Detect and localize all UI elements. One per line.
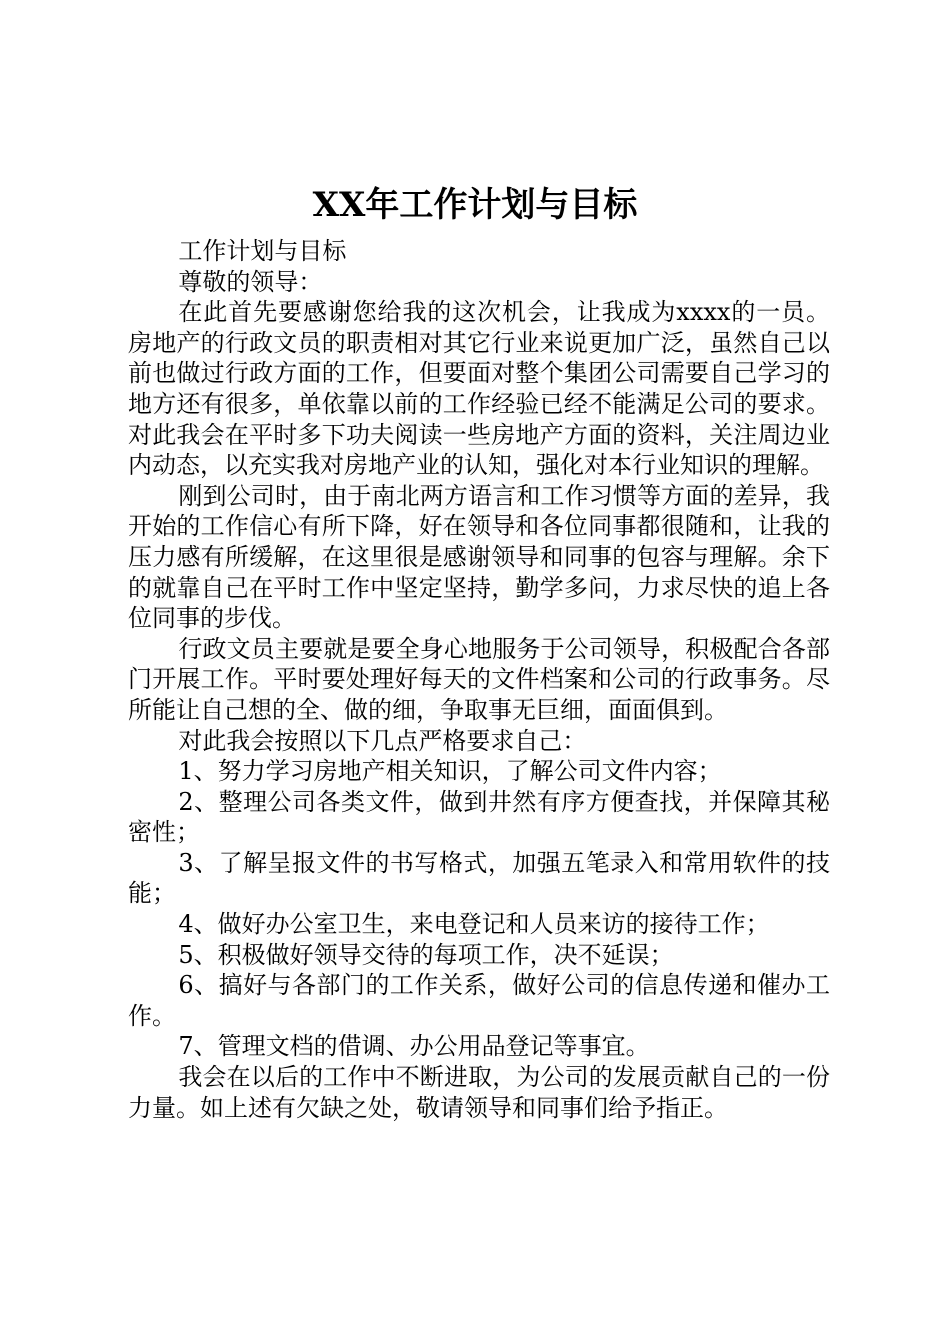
paragraph-intro: 在此首先要感谢您给我的这次机会，让我成为xxxx的一员。房地产的行政文员的职责相对其它行业来说更加广泛，虽然自己以前也做过行政方面的工作，但要面对整个集团公司需要自己学习的地方还有很多，单依靠以前的工作经验已经不能满足公司的要求。对此我会在平时多下功夫阅读一些房地产方面的资料，关注周边业内动态，以充实我对房地产业的认知，强化对本行业知识的理解。: [128, 298, 830, 480]
list-item-2: 2、整理公司各类文件，做到井然有序方便查找，并保障其秘密性；: [128, 787, 830, 847]
document-body: [128, 236, 830, 1123]
list-item-5: 5、积极做好领导交待的每项工作，决不延误；: [178, 940, 674, 969]
list-item-1: 1、努力学习房地产相关知识，了解公司文件内容；: [178, 757, 722, 786]
paragraph-subtitle: 工作计划与目标: [178, 237, 347, 265]
paragraph-requirements-lead: 对此我会按照以下几点严格要求自己：: [178, 726, 587, 755]
list-item-3: 3、了解呈报文件的书写格式，加强五笔录入和常用软件的技能；: [128, 848, 830, 908]
paragraph-duties: 行政文员主要就是要全身心地服务于公司领导，积极配合各部门开展工作。平时要处理好每天的文件档案和公司的行政事务。尽所能让自己想的全、做的细，争取事无巨细，面面俱到。: [128, 634, 830, 724]
list-item-4: 4、做好办公室卫生，来电登记和人员来访的接待工作；: [178, 910, 770, 939]
paragraph-closing: 我会在以后的工作中不断进取，为公司的发展贡献自己的一份力量。如上述有欠缺之处，敬请领导和同事们给予指正。: [128, 1063, 830, 1122]
list-item-7: 7、管理文档的借调、办公用品登记等事宜。: [178, 1032, 650, 1061]
list-item-6: 6、搞好与各部门的工作关系，做好公司的信息传递和催办工作。: [128, 971, 830, 1030]
paragraph-salutation: 尊敬的领导：: [178, 267, 323, 296]
paragraph-adaptation: 刚到公司时，由于南北两方语言和工作习惯等方面的差异，我开始的工作信心有所下降，好在领导和各位同事都很随和，让我的压力感有所缓解，在这里很是感谢领导和同事的包容与理解。余下的就靠自己在平时工作中坚定坚持，勤学多问，力求尽快的追上各位同事的步伐。: [128, 481, 830, 633]
document-title: XX年工作计划与目标: [312, 185, 638, 225]
